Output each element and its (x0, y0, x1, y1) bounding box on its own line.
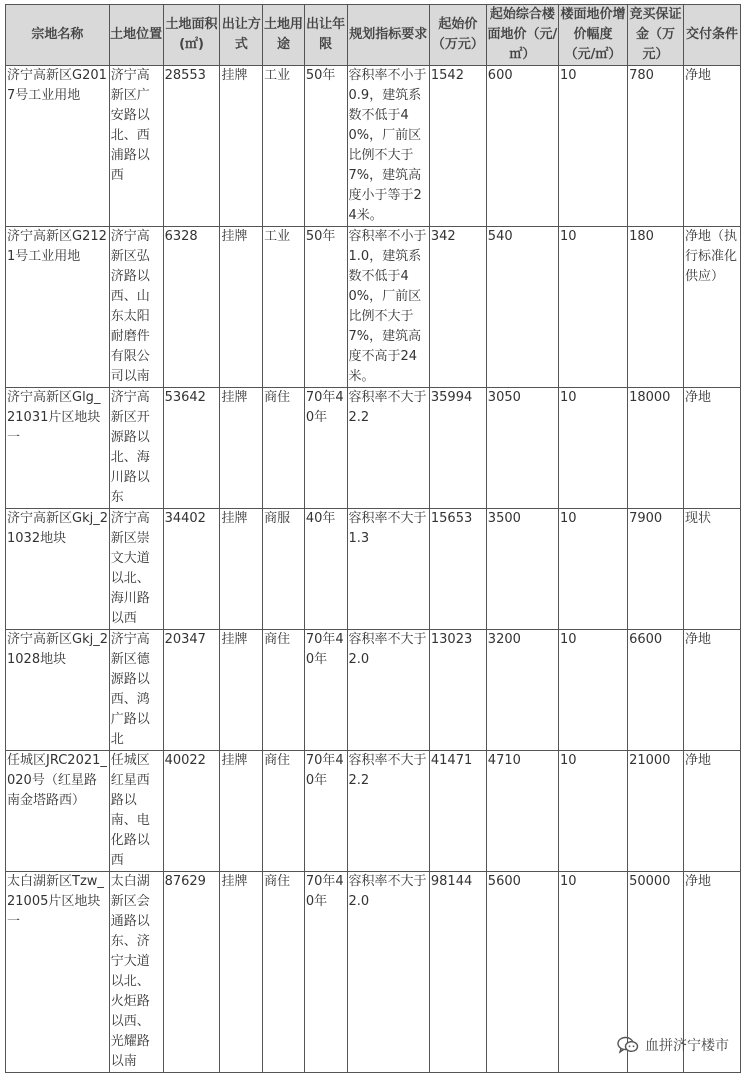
cell-parcel-name: 任城区JRC2021_020号（红星路南金塔路西） (6, 751, 110, 872)
cell-method: 挂牌 (220, 630, 263, 751)
watermark (617, 1035, 729, 1055)
cell-start-price: 98144 (429, 872, 486, 1073)
cell-deposit: 21000 (628, 751, 684, 872)
cell-use: 商住 (263, 630, 305, 751)
cell-floor-price: 3200 (486, 630, 558, 751)
cell-increment: 10 (558, 872, 627, 1073)
header-deposit: 竞买保证金（万元） (628, 5, 684, 66)
cell-parcel-name: 济宁高新区G2121号工业用地 (6, 227, 110, 388)
land-auction-table (5, 4, 741, 1073)
cell-parcel-name: 济宁高新区Gkj_21028地块 (6, 630, 110, 751)
cell-delivery: 净地 (684, 66, 741, 227)
cell-use: 商服 (263, 509, 305, 630)
cell-location: 太白湖新区会通路以东、济宁大道以北、火炬路以西、光耀路以南 (109, 872, 163, 1073)
cell-start-price: 13023 (429, 630, 486, 751)
cell-method: 挂牌 (220, 66, 263, 227)
cell-parcel-name: 济宁高新区Glg_21031片区地块一 (6, 388, 110, 509)
cell-requirements: 容积率不大于2.2 (347, 388, 429, 509)
cell-start-price: 1542 (429, 66, 486, 227)
cell-method: 挂牌 (220, 509, 263, 630)
cell-use: 商住 (263, 751, 305, 872)
cell-term: 70年40年 (304, 630, 347, 751)
cell-requirements: 容积率不大于1.3 (347, 509, 429, 630)
cell-area: 34402 (163, 509, 220, 630)
cell-deposit: 780 (628, 66, 684, 227)
cell-deposit: 7900 (628, 509, 684, 630)
cell-start-price: 15653 (429, 509, 486, 630)
cell-floor-price: 3500 (486, 509, 558, 630)
header-method: 出让方式 (220, 5, 263, 66)
cell-requirements: 容积率不小于0.9，建筑系数不低于40%，厂前区比例不大于7%，建筑高度小于等于24米。 (347, 66, 429, 227)
cell-delivery: 现状 (684, 509, 741, 630)
cell-requirements: 容积率不小于1.0，建筑系数不低于40%，厂前区比例不大于7%，建筑高度不高于24米。 (347, 227, 429, 388)
cell-increment: 10 (558, 630, 627, 751)
table-header-row (6, 5, 741, 66)
header-requirements: 规划指标要求 (347, 5, 429, 66)
cell-delivery: 净地 (684, 630, 741, 751)
header-area: 土地面积(㎡) (163, 5, 220, 66)
cell-location: 济宁高新区崇文大道以北、海川路以西 (109, 509, 163, 630)
cell-increment: 10 (558, 509, 627, 630)
cell-floor-price: 3050 (486, 388, 558, 509)
wechat-account-icon (617, 1036, 639, 1054)
header-floor-price: 起始综合楼面地价（元/㎡） (486, 5, 558, 66)
table-row (6, 509, 741, 630)
cell-parcel-name: 济宁高新区G2017号工业用地 (6, 66, 110, 227)
cell-increment: 10 (558, 388, 627, 509)
cell-location: 济宁高新区弘济路以西、山东太阳耐磨件有限公司以南 (109, 227, 163, 388)
cell-parcel-name: 太白湖新区Tzw_21005片区地块一 (6, 872, 110, 1073)
cell-area: 6328 (163, 227, 220, 388)
cell-start-price: 35994 (429, 388, 486, 509)
cell-increment: 10 (558, 66, 627, 227)
cell-method: 挂牌 (220, 751, 263, 872)
header-use: 土地用途 (263, 5, 305, 66)
header-location: 土地位置 (109, 5, 163, 66)
cell-delivery: 净地（执行标准化供应） (684, 227, 741, 388)
cell-delivery: 净地 (684, 388, 741, 509)
cell-term: 50年 (304, 227, 347, 388)
cell-term: 70年40年 (304, 751, 347, 872)
cell-term: 50年 (304, 66, 347, 227)
cell-use: 工业 (263, 66, 305, 227)
cell-area: 40022 (163, 751, 220, 872)
cell-increment: 10 (558, 751, 627, 872)
cell-deposit: 6600 (628, 630, 684, 751)
cell-area: 53642 (163, 388, 220, 509)
cell-increment: 10 (558, 227, 627, 388)
table-row (6, 751, 741, 872)
cell-use: 工业 (263, 227, 305, 388)
cell-use: 商住 (263, 872, 305, 1073)
cell-deposit: 18000 (628, 388, 684, 509)
cell-floor-price: 4710 (486, 751, 558, 872)
cell-term: 70年40年 (304, 872, 347, 1073)
cell-location: 济宁高新区广安路以北、西浦路以西 (109, 66, 163, 227)
cell-parcel-name: 济宁高新区Gkj_21032地块 (6, 509, 110, 630)
table-row (6, 227, 741, 388)
cell-delivery: 净地 (684, 751, 741, 872)
cell-start-price: 41471 (429, 751, 486, 872)
cell-deposit: 50000 (628, 872, 684, 1073)
header-start-price: 起始价（万元） (429, 5, 486, 66)
cell-delivery: 净地 (684, 872, 741, 1073)
cell-term: 40年 (304, 509, 347, 630)
header-delivery: 交付条件 (684, 5, 741, 66)
cell-method: 挂牌 (220, 872, 263, 1073)
cell-requirements: 容积率不大于2.0 (347, 630, 429, 751)
cell-location: 济宁高新区开源路以北、海川路以东 (109, 388, 163, 509)
cell-start-price: 342 (429, 227, 486, 388)
cell-term: 70年40年 (304, 388, 347, 509)
table-row (6, 630, 741, 751)
header-parcel-name: 宗地名称 (6, 5, 110, 66)
cell-floor-price: 540 (486, 227, 558, 388)
cell-requirements: 容积率不大于2.0 (347, 872, 429, 1073)
cell-area: 20347 (163, 630, 220, 751)
cell-floor-price: 5600 (486, 872, 558, 1073)
cell-floor-price: 600 (486, 66, 558, 227)
table-row (6, 66, 741, 227)
cell-method: 挂牌 (220, 227, 263, 388)
cell-area: 28553 (163, 66, 220, 227)
cell-requirements: 容积率不大于2.2 (347, 751, 429, 872)
table-row (6, 388, 741, 509)
watermark-text: 血拼济宁楼市 (645, 1038, 729, 1054)
cell-use: 商住 (263, 388, 305, 509)
header-term: 出让年限 (304, 5, 347, 66)
cell-location: 济宁高新区德源路以西、鸿广路以北 (109, 630, 163, 751)
cell-deposit: 180 (628, 227, 684, 388)
cell-area: 87629 (163, 872, 220, 1073)
cell-location: 任城区红星西路以南、电化路以西 (109, 751, 163, 872)
header-increment: 楼面地价增价幅度（元/㎡） (558, 5, 627, 66)
cell-method: 挂牌 (220, 388, 263, 509)
